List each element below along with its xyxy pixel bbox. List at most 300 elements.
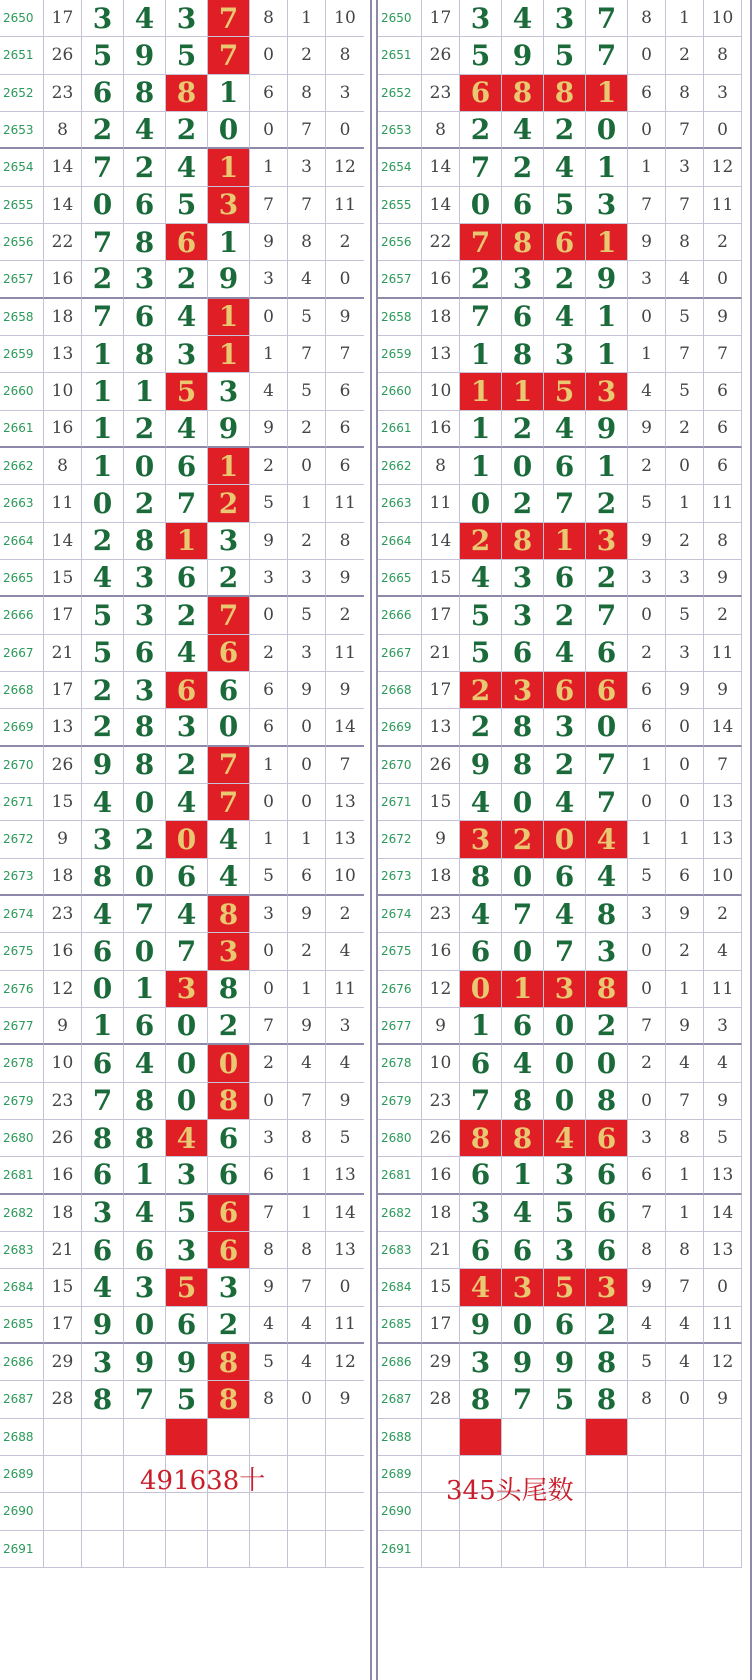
digit-cell: 5 (166, 373, 208, 410)
digit-cell: 2 (460, 261, 502, 298)
stat-cell: 5 (628, 485, 666, 522)
stat-cell: 4 (326, 1045, 364, 1082)
digit-cell: 7 (82, 299, 124, 336)
sum-value: 15 (422, 784, 460, 821)
digit-cell: 3 (166, 336, 208, 373)
digit-cell: 8 (124, 709, 166, 746)
stat-cell: 0 (628, 299, 666, 336)
stat-cell: 1 (250, 821, 288, 858)
digit-cell: 0 (124, 859, 166, 896)
digit-cell: 6 (166, 224, 208, 261)
stat-cell: 3 (250, 1120, 288, 1157)
stat-cell: 6 (704, 448, 742, 485)
digit-cell: 1 (82, 373, 124, 410)
stat-cell: 9 (250, 411, 288, 448)
digit-cell: 8 (502, 1083, 544, 1120)
digit-cell: 4 (460, 560, 502, 597)
table-row (378, 635, 752, 672)
sum-value: 28 (44, 1381, 82, 1418)
digit-cell (544, 1419, 586, 1456)
table-row (378, 411, 752, 448)
digit-cell: 9 (208, 261, 250, 298)
digit-cell: 3 (208, 523, 250, 560)
stat-cell (326, 1531, 364, 1568)
issue-number: 2676 (0, 971, 44, 1008)
digit-cell (82, 1456, 124, 1493)
digit-cell: 8 (460, 859, 502, 896)
stat-cell: 12 (326, 1344, 364, 1381)
digit-cell: 4 (82, 560, 124, 597)
digit-cell: 8 (82, 859, 124, 896)
issue-number: 2676 (378, 971, 422, 1008)
stat-cell: 4 (288, 261, 326, 298)
digit-cell: 3 (208, 933, 250, 970)
sum-value: 15 (44, 784, 82, 821)
issue-number: 2689 (0, 1456, 44, 1493)
stat-cell: 8 (628, 0, 666, 37)
stat-cell: 6 (326, 448, 364, 485)
stat-cell: 5 (250, 1344, 288, 1381)
stat-cell: 2 (704, 896, 742, 933)
table-row (0, 933, 370, 970)
table-row (378, 149, 752, 186)
table-row (0, 1344, 370, 1381)
stat-cell: 3 (250, 560, 288, 597)
digit-cell: 4 (502, 1045, 544, 1082)
stat-cell: 0 (704, 261, 742, 298)
stat-cell: 7 (666, 1083, 704, 1120)
digit-cell: 4 (502, 0, 544, 37)
table-row (0, 1195, 370, 1232)
table-row (378, 1344, 752, 1381)
table-row (0, 411, 370, 448)
issue-number: 2657 (0, 261, 44, 298)
stat-cell: 11 (704, 635, 742, 672)
digit-cell: 8 (544, 75, 586, 112)
digit-cell: 2 (460, 709, 502, 746)
digit-cell: 7 (166, 933, 208, 970)
stat-cell: 3 (326, 75, 364, 112)
stat-cell: 1 (250, 149, 288, 186)
stat-cell: 1 (288, 0, 326, 37)
digit-cell: 8 (502, 747, 544, 784)
stat-cell: 2 (628, 635, 666, 672)
stat-cell: 0 (250, 784, 288, 821)
issue-number: 2653 (378, 112, 422, 149)
table-row (0, 1307, 370, 1344)
stat-cell: 6 (288, 859, 326, 896)
digit-cell: 6 (460, 933, 502, 970)
issue-number: 2658 (0, 299, 44, 336)
digit-cell: 4 (460, 896, 502, 933)
stat-cell: 0 (288, 747, 326, 784)
sum-value: 16 (422, 1157, 460, 1194)
digit-cell: 7 (124, 1381, 166, 1418)
stat-cell (326, 1456, 364, 1493)
sum-value: 18 (44, 1195, 82, 1232)
stat-cell: 0 (250, 299, 288, 336)
issue-number: 2677 (378, 1008, 422, 1045)
digit-cell: 4 (544, 411, 586, 448)
stat-cell: 1 (250, 747, 288, 784)
issue-number: 2652 (378, 75, 422, 112)
digit-cell: 1 (82, 448, 124, 485)
digit-cell: 0 (166, 821, 208, 858)
table-row (0, 971, 370, 1008)
stat-cell: 11 (704, 971, 742, 1008)
digit-cell: 7 (586, 37, 628, 74)
stat-cell: 0 (628, 37, 666, 74)
stat-cell: 7 (628, 187, 666, 224)
digit-cell: 5 (460, 37, 502, 74)
digit-cell: 5 (166, 1195, 208, 1232)
stat-cell: 1 (666, 485, 704, 522)
stat-cell: 9 (628, 411, 666, 448)
digit-cell: 9 (208, 411, 250, 448)
stat-cell: 3 (250, 261, 288, 298)
sum-value: 14 (422, 523, 460, 560)
digit-cell: 1 (586, 299, 628, 336)
stat-cell: 2 (250, 635, 288, 672)
digit-cell: 6 (460, 1232, 502, 1269)
digit-cell: 3 (166, 0, 208, 37)
stat-cell: 8 (666, 75, 704, 112)
table-row (0, 821, 370, 858)
table-row (378, 523, 752, 560)
issue-number: 2657 (378, 261, 422, 298)
stat-cell: 4 (628, 373, 666, 410)
table-row (0, 224, 370, 261)
table-row (0, 336, 370, 373)
issue-number: 2681 (0, 1157, 44, 1194)
stat-cell: 5 (250, 485, 288, 522)
sum-value: 26 (422, 37, 460, 74)
stat-cell: 0 (628, 971, 666, 1008)
digit-cell: 8 (208, 971, 250, 1008)
digit-cell: 4 (166, 411, 208, 448)
digit-cell: 0 (586, 709, 628, 746)
sum-value: 10 (422, 373, 460, 410)
digit-cell: 4 (82, 896, 124, 933)
digit-cell: 2 (124, 411, 166, 448)
stat-cell: 0 (288, 1381, 326, 1418)
stat-cell: 13 (326, 821, 364, 858)
sum-value: 11 (44, 485, 82, 522)
sum-value: 13 (44, 709, 82, 746)
table-row (0, 485, 370, 522)
sum-value: 18 (44, 299, 82, 336)
stat-cell: 3 (666, 635, 704, 672)
sum-value: 9 (422, 1008, 460, 1045)
digit-cell: 6 (208, 1232, 250, 1269)
digit-cell (82, 1493, 124, 1530)
digit-cell: 6 (502, 1008, 544, 1045)
digit-cell: 8 (502, 75, 544, 112)
issue-number: 2652 (0, 75, 44, 112)
digit-cell: 4 (544, 299, 586, 336)
sum-value: 16 (422, 933, 460, 970)
sum-value: 28 (422, 1381, 460, 1418)
sum-value: 16 (44, 1157, 82, 1194)
stat-cell: 0 (628, 597, 666, 634)
stat-cell: 9 (628, 224, 666, 261)
digit-cell: 0 (544, 821, 586, 858)
stat-cell: 2 (704, 224, 742, 261)
stat-cell (704, 1531, 742, 1568)
stat-cell: 8 (628, 1381, 666, 1418)
stat-cell: 2 (326, 896, 364, 933)
sum-value: 23 (44, 75, 82, 112)
stat-cell (288, 1419, 326, 1456)
stat-cell: 7 (704, 336, 742, 373)
digit-cell: 1 (502, 971, 544, 1008)
issue-number: 2691 (378, 1531, 422, 1568)
digit-cell: 7 (460, 1083, 502, 1120)
table-row (378, 784, 752, 821)
stat-cell: 9 (704, 299, 742, 336)
table-row (0, 373, 370, 410)
issue-number: 2690 (0, 1493, 44, 1530)
sum-value: 23 (422, 75, 460, 112)
stat-cell: 7 (666, 187, 704, 224)
digit-cell: 3 (544, 0, 586, 37)
stat-cell: 4 (666, 261, 704, 298)
issue-number: 2686 (378, 1344, 422, 1381)
digit-cell: 6 (124, 299, 166, 336)
table-row (378, 75, 752, 112)
stat-cell: 1 (666, 821, 704, 858)
sum-value: 21 (44, 1232, 82, 1269)
digit-cell: 4 (124, 112, 166, 149)
digit-cell: 8 (586, 1344, 628, 1381)
digit-cell: 1 (502, 1157, 544, 1194)
stat-cell: 0 (250, 1083, 288, 1120)
digit-cell: 3 (586, 373, 628, 410)
stat-cell: 3 (250, 896, 288, 933)
digit-cell: 0 (460, 971, 502, 1008)
sum-value: 17 (44, 672, 82, 709)
stat-cell: 3 (326, 1008, 364, 1045)
sum-value: 21 (44, 635, 82, 672)
table-row (378, 299, 752, 336)
issue-number: 2690 (378, 1493, 422, 1530)
stat-cell: 5 (666, 597, 704, 634)
digit-cell: 2 (208, 1307, 250, 1344)
digit-cell: 1 (460, 1008, 502, 1045)
digit-cell: 3 (586, 933, 628, 970)
digit-cell: 2 (82, 709, 124, 746)
issue-number: 2661 (0, 411, 44, 448)
digit-cell (166, 1531, 208, 1568)
digit-cell: 2 (544, 112, 586, 149)
issue-number: 2685 (378, 1307, 422, 1344)
stat-cell: 0 (250, 933, 288, 970)
digit-cell: 7 (586, 747, 628, 784)
digit-cell: 6 (586, 1157, 628, 1194)
sum-value: 12 (422, 971, 460, 1008)
sum-value: 14 (422, 187, 460, 224)
digit-cell: 4 (586, 859, 628, 896)
stat-cell (326, 1419, 364, 1456)
stat-cell (288, 1456, 326, 1493)
issue-number: 2650 (378, 0, 422, 37)
sum-value: 15 (422, 1269, 460, 1306)
stat-cell: 8 (666, 1232, 704, 1269)
stat-cell: 11 (704, 1307, 742, 1344)
issue-number: 2678 (0, 1045, 44, 1082)
digit-cell: 2 (586, 560, 628, 597)
issue-number: 2667 (0, 635, 44, 672)
stat-cell: 11 (326, 1307, 364, 1344)
sum-value: 8 (422, 448, 460, 485)
issue-number: 2682 (0, 1195, 44, 1232)
digit-cell: 1 (208, 224, 250, 261)
stat-cell: 9 (288, 1008, 326, 1045)
stat-cell: 5 (250, 859, 288, 896)
digit-cell: 4 (208, 821, 250, 858)
digit-cell: 6 (124, 1232, 166, 1269)
digit-cell: 4 (166, 149, 208, 186)
table-row (378, 448, 752, 485)
digit-cell: 9 (502, 37, 544, 74)
stat-cell: 8 (250, 1381, 288, 1418)
stat-cell: 6 (628, 709, 666, 746)
sum-value: 10 (422, 1045, 460, 1082)
issue-number: 2691 (0, 1531, 44, 1568)
digit-cell: 8 (208, 1344, 250, 1381)
table-row (378, 1120, 752, 1157)
stat-cell: 7 (288, 336, 326, 373)
stat-cell: 8 (628, 1232, 666, 1269)
digit-cell: 6 (82, 933, 124, 970)
stat-cell: 8 (250, 0, 288, 37)
digit-cell: 1 (208, 75, 250, 112)
digit-cell: 0 (208, 1045, 250, 1082)
issue-number: 2682 (378, 1195, 422, 1232)
digit-cell: 0 (586, 112, 628, 149)
digit-cell: 2 (124, 821, 166, 858)
stat-cell (666, 1456, 704, 1493)
stat-cell: 12 (704, 149, 742, 186)
digit-cell: 6 (502, 635, 544, 672)
digit-cell: 1 (460, 373, 502, 410)
table-row (0, 37, 370, 74)
digit-cell: 5 (544, 37, 586, 74)
sum-value: 26 (422, 747, 460, 784)
sum-value: 16 (44, 411, 82, 448)
digit-cell: 0 (208, 709, 250, 746)
digit-cell (586, 1493, 628, 1530)
digit-cell: 6 (166, 560, 208, 597)
sum-value: 16 (422, 411, 460, 448)
digit-cell: 1 (502, 373, 544, 410)
stat-cell: 9 (250, 1269, 288, 1306)
issue-number: 2673 (378, 859, 422, 896)
digit-cell: 6 (460, 1157, 502, 1194)
stat-cell: 9 (326, 672, 364, 709)
issue-number: 2662 (0, 448, 44, 485)
table-row (378, 373, 752, 410)
digit-cell: 3 (502, 672, 544, 709)
digit-cell: 6 (166, 859, 208, 896)
stat-cell (628, 1493, 666, 1530)
digit-cell: 9 (586, 411, 628, 448)
digit-cell: 0 (502, 933, 544, 970)
digit-cell: 2 (82, 523, 124, 560)
stat-cell: 0 (666, 709, 704, 746)
digit-cell: 7 (586, 597, 628, 634)
stat-cell: 8 (666, 224, 704, 261)
digit-cell: 5 (166, 1269, 208, 1306)
stat-cell: 4 (250, 1307, 288, 1344)
digit-cell: 8 (124, 747, 166, 784)
issue-number: 2678 (378, 1045, 422, 1082)
stat-cell (250, 1419, 288, 1456)
stat-cell: 3 (704, 75, 742, 112)
sum-value: 13 (422, 709, 460, 746)
digit-cell: 6 (586, 1195, 628, 1232)
stat-cell: 2 (288, 523, 326, 560)
stat-cell: 8 (288, 1232, 326, 1269)
digit-cell: 0 (460, 187, 502, 224)
digit-cell: 3 (208, 187, 250, 224)
issue-number: 2659 (378, 336, 422, 373)
digit-cell: 7 (460, 224, 502, 261)
digit-cell: 5 (82, 37, 124, 74)
stat-cell: 1 (628, 747, 666, 784)
issue-number: 2679 (0, 1083, 44, 1120)
stat-cell: 7 (326, 747, 364, 784)
digit-cell: 3 (166, 709, 208, 746)
stat-cell: 10 (704, 859, 742, 896)
digit-cell: 6 (544, 448, 586, 485)
stat-cell: 12 (326, 149, 364, 186)
issue-number: 2685 (0, 1307, 44, 1344)
digit-cell: 8 (124, 523, 166, 560)
digit-cell: 4 (460, 1269, 502, 1306)
digit-cell: 4 (124, 1195, 166, 1232)
stat-cell: 0 (666, 448, 704, 485)
table-row (378, 336, 752, 373)
digit-cell: 2 (82, 672, 124, 709)
stat-cell: 2 (288, 411, 326, 448)
stat-cell (288, 1531, 326, 1568)
table-row (0, 1381, 370, 1418)
digit-cell: 8 (586, 1381, 628, 1418)
issue-number: 2663 (378, 485, 422, 522)
stat-cell: 6 (326, 411, 364, 448)
digit-cell: 8 (502, 1120, 544, 1157)
stat-cell: 10 (326, 0, 364, 37)
stat-cell: 4 (288, 1045, 326, 1082)
sum-value: 18 (422, 859, 460, 896)
digit-cell: 1 (544, 523, 586, 560)
digit-cell: 7 (208, 37, 250, 74)
stat-cell: 9 (666, 672, 704, 709)
stat-cell: 9 (326, 1381, 364, 1418)
sum-value: 17 (422, 597, 460, 634)
stat-cell: 9 (666, 1008, 704, 1045)
stat-cell: 13 (704, 821, 742, 858)
issue-number: 2664 (378, 523, 422, 560)
stat-cell: 3 (628, 1120, 666, 1157)
digit-cell: 1 (208, 448, 250, 485)
digit-cell (208, 1493, 250, 1530)
digit-cell: 0 (124, 784, 166, 821)
digit-cell: 6 (208, 1157, 250, 1194)
stat-cell: 7 (250, 1195, 288, 1232)
table-row (0, 0, 370, 37)
